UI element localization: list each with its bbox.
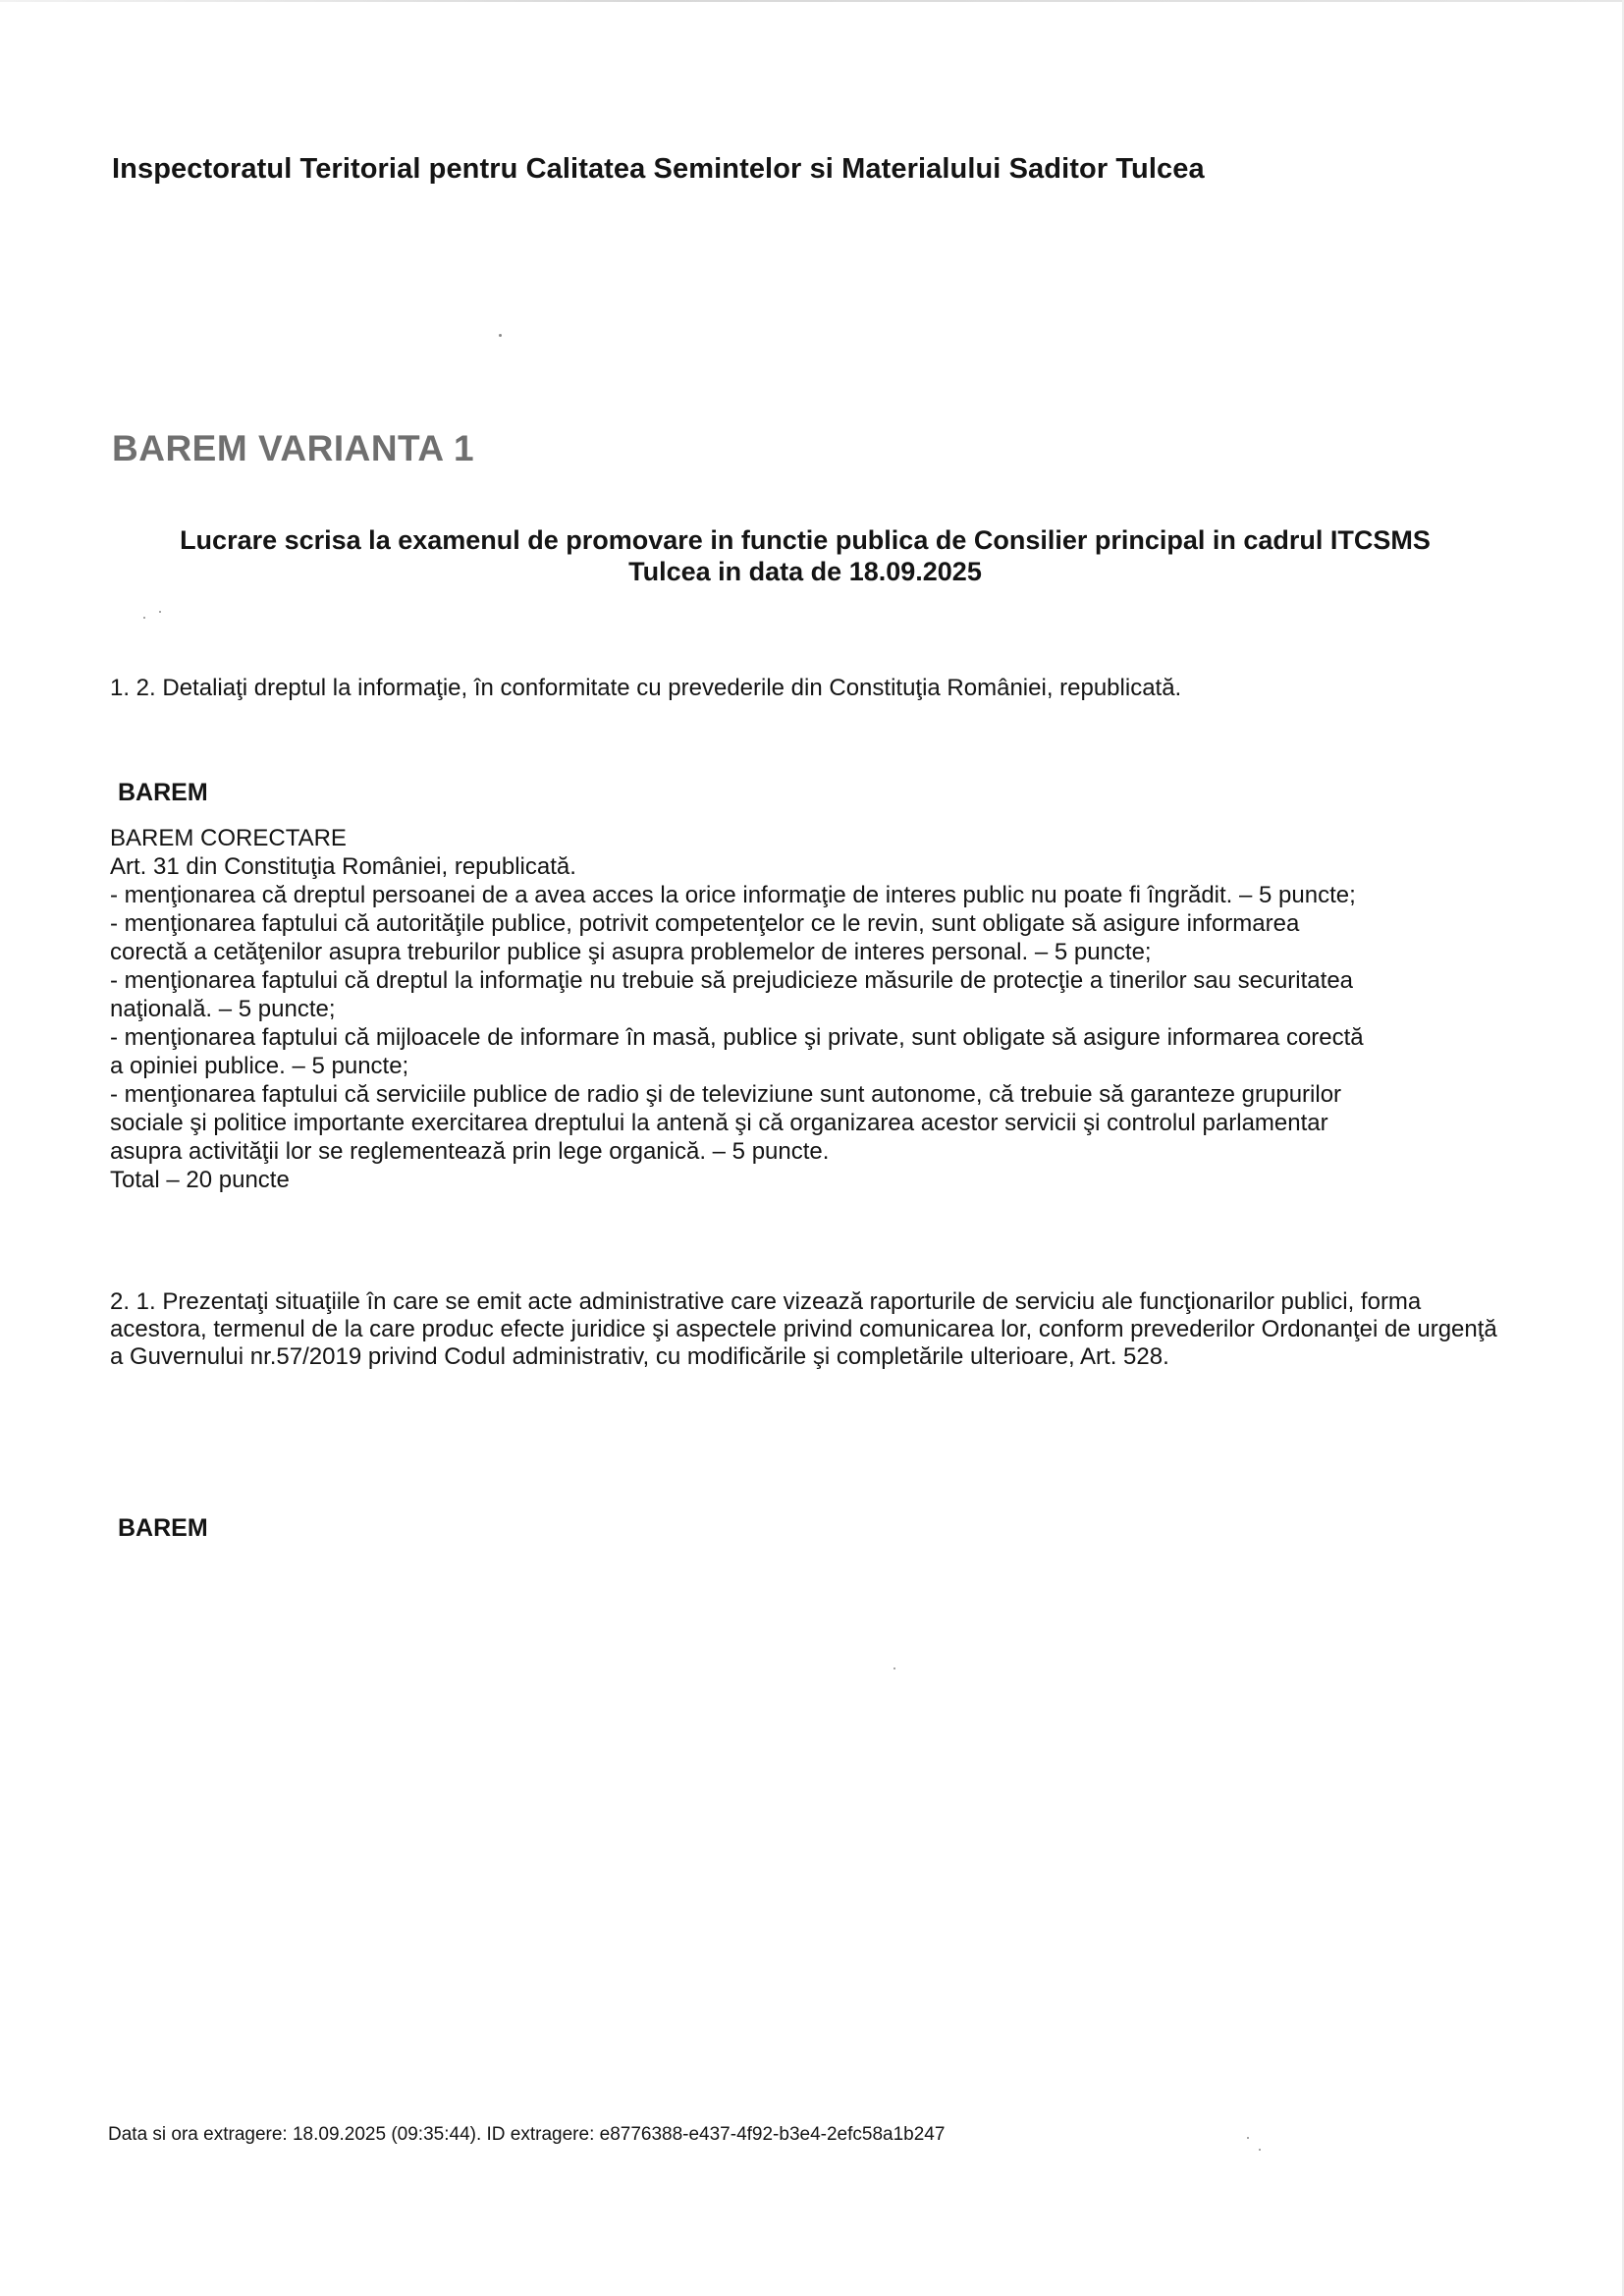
correction-line: - menţionarea faptului că mijloacele de informare în masă, publice şi private, sunt obligate să asigure informarea corectă bbox=[110, 1024, 1364, 1051]
institution-header: Inspectoratul Teritorial pentru Calitatea Semintelor si Materialului Saditor Tulcea bbox=[112, 153, 1205, 185]
scan-speck bbox=[893, 1667, 895, 1669]
scan-speck bbox=[159, 611, 161, 613]
correction-scheme bbox=[110, 824, 1516, 1194]
correction-line: a opiniei publice. – 5 puncte; bbox=[110, 1053, 409, 1079]
correction-line: Art. 31 din Constituţia României, republicată. bbox=[110, 853, 576, 880]
exam-subtitle-line-2: Tulcea in data de 18.09.2025 bbox=[628, 557, 982, 586]
correction-heading: BAREM CORECTARE bbox=[110, 825, 347, 851]
question-1: 1. 2. Detaliaţi dreptul la informaţie, în conformitate cu prevederile din Constituţia României, republicată. bbox=[110, 675, 1182, 701]
correction-line: - menţionarea faptului că autorităţile publice, potrivit competenţelor ce le revin, sunt obligate să asigure informarea bbox=[110, 910, 1300, 937]
scan-speck bbox=[499, 334, 502, 337]
correction-line: - menţionarea faptului că serviciile publice de radio şi de televiziune sunt autonome, că trebuie să garanteze grupurilor bbox=[110, 1081, 1342, 1108]
correction-line: - menţionarea că dreptul persoanei de a avea acces la orice informaţie de interes public nu poate fi îngrădit. – 5 puncte; bbox=[110, 882, 1356, 908]
extraction-footer: Data si ora extragere: 18.09.2025 (09:35:44). ID extragere: e8776388-e437-4f92-b3e4-2efc58a1b247 bbox=[108, 2124, 946, 2145]
scan-speck bbox=[1247, 2137, 1249, 2139]
barem-label-2: BAREM bbox=[118, 1514, 208, 1542]
correction-line: - menţionarea faptului că dreptul la informaţie nu trebuie să prejudicieze măsurile de protecţie a tinerilor sau securitatea bbox=[110, 967, 1354, 994]
exam-subtitle bbox=[108, 524, 1502, 587]
correction-total: Total – 20 puncte bbox=[110, 1167, 290, 1193]
correction-line: naţională. – 5 puncte; bbox=[110, 996, 336, 1022]
exam-subtitle-line-1: Lucrare scrisa la examenul de promovare in functie publica de Consilier principal in cadrul ITCSMS bbox=[180, 525, 1431, 555]
scan-edge-top bbox=[0, 0, 1624, 2]
variant-title: BAREM VARIANTA 1 bbox=[112, 428, 475, 468]
scan-speck bbox=[1259, 2149, 1261, 2151]
correction-line: corectă a cetăţenilor asupra treburilor publice şi asupra problemelor de interes personal. – 5 puncte; bbox=[110, 939, 1152, 965]
barem-label-1: BAREM bbox=[118, 779, 208, 806]
correction-line: asupra activităţii lor se reglementează prin lege organică. – 5 puncte. bbox=[110, 1138, 830, 1165]
correction-line: sociale şi politice importante exercitarea dreptului la antenă şi că organizarea acestor servicii şi controlul parlamentar bbox=[110, 1110, 1328, 1136]
scan-speck bbox=[143, 617, 145, 619]
question-2: 2. 1. Prezentaţi situaţiile în care se emit acte administrative care vizează raporturile de serviciu ale funcţionarilor publici, forma acestora, termenul de la care produc efecte juridice şi aspectele privind comunicarea lor, conform prevederilor Ordonanţei de urgenţă a Guvernului nr.57/2019 privind Codul administrativ, cu modificările şi completările ulterioare, Art. 528. bbox=[110, 1288, 1497, 1370]
